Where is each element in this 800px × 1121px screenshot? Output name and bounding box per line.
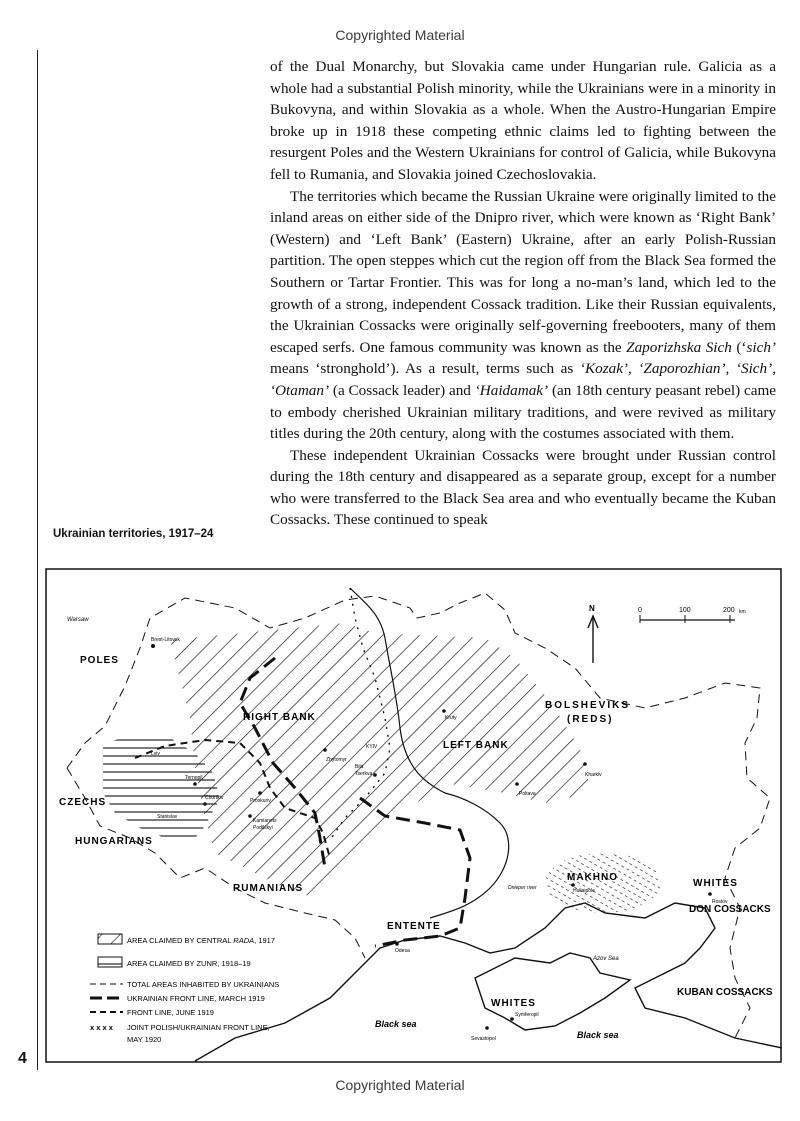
city-chortkiv: Chortkiv [205, 795, 224, 801]
ukraine-map [45, 568, 782, 1063]
city-dot-kruty [442, 709, 446, 713]
city-lviv: Lviv [151, 751, 160, 757]
city-dot-zhytomyr [323, 748, 327, 752]
city-rostov: Rostov [712, 899, 728, 905]
city-dot-brest [151, 644, 155, 648]
city-symferopil: Symferopil [515, 1012, 539, 1018]
city-warsaw: Warsaw [67, 617, 89, 623]
city-ternopil: Ternopil [185, 775, 203, 781]
city-kamianets: Kamianets [253, 818, 277, 824]
page-number: 4 [18, 1050, 27, 1067]
city-huliaipole: Huliaipole [573, 888, 595, 894]
legend-front-march-label: UKRAINIAN FRONT LINE, MARCH 1919 [127, 994, 265, 1003]
label-whites-east: WHITES [693, 878, 738, 889]
legend-swatch-joint: x x x x [90, 1023, 113, 1032]
city-zhytomyr: Zhytomyr [326, 757, 347, 763]
legend-joint-label-1: JOINT POLISH/UKRAINIAN FRONT LINE, [127, 1023, 270, 1032]
city-kruty: Kruty [445, 715, 457, 721]
label-entente: ENTENTE [387, 921, 441, 932]
city-dot-symferopil [510, 1017, 514, 1021]
label-black-sea-west: Black sea [375, 1019, 417, 1029]
city-tserkva: Tserkva [355, 771, 373, 777]
city-dot-odesa [395, 942, 399, 946]
label-whites-crimea: WHITES [491, 998, 536, 1009]
legend-rada-text [127, 936, 275, 945]
label-kuban-cossacks: KUBAN COSSACKS [677, 987, 773, 998]
label-makhno: MAKHNO [567, 872, 618, 883]
legend-zunr-label: AREA CLAIMED BY ZUNR, 1918–19 [127, 959, 251, 968]
label-hungarians: HUNGARIANS [75, 836, 153, 847]
legend-swatch-rada [98, 934, 122, 944]
p2-text-b: (‘ [731, 338, 747, 356]
scale-label-0: 0 [638, 607, 642, 614]
city-dot-kamianets [248, 814, 252, 818]
city-dot-poltava [515, 782, 519, 786]
legend-rada-em: RADA [233, 936, 255, 945]
scale-label-200: 200 [723, 607, 735, 614]
city-dot-kharkiv [583, 762, 587, 766]
haidamak-term: ‘Haidamak’ [474, 381, 549, 399]
city-kyiv: KYIV [366, 744, 378, 750]
sich-name: Zaporizhska Sich [626, 338, 732, 356]
margin-rule [37, 50, 38, 1070]
legend-swatch-zunr [98, 957, 122, 967]
scale-unit: km [739, 609, 746, 615]
north-label: N [589, 604, 595, 613]
p2-text-a: The territories which became the Russian Ukraine were originally limited to the inland areas on either side of the Dnipro river, which were known as ‘Right Bank’ (Western) and ‘Left Bank’ (Eastern) Ukraine, after an early Polish-Russian partition. The open steppes which cut the region off from the Black Sea formed the Southern or Tartar Frontier. This was for long a no-man’s land, which led to the growth of a strong, independent Cossack tradition. Like their Russian equivalents, the Ukrainian Cossacks were originally self-governing freebooters, many of them escaped serfs. One famous community was known as the [270, 187, 776, 356]
label-right-bank: RIGHT BANK [243, 712, 316, 723]
city-dot-proskuriv [258, 791, 262, 795]
p2-text-c: means ‘stronghold’). As a result, terms such as [270, 360, 580, 378]
p2-text-d: (a Cossack leader) and [329, 381, 475, 399]
city-dot-huliaipole [571, 883, 575, 887]
city-stanislav: Stanislav [157, 814, 178, 820]
city-poltava: Poltava [519, 791, 536, 797]
label-reds: (REDS) [567, 714, 614, 725]
p2-text-e: (an 18th century peasant rebel) came to embody cherished Ukrainian military traditions, and were revived as military titles during the 20th century, along with the costumes associated with them. [270, 381, 777, 443]
city-odesa: Odesa [395, 948, 410, 954]
sich-word: sich’ [746, 338, 776, 356]
label-rumanians: RUMANIANS [233, 883, 304, 894]
legend-joint-label-2: MAY 1920 [127, 1035, 162, 1044]
paragraph-1: of the Dual Monarchy, but Slovakia came under Hungarian rule. Galicia as a whole had a substantial Polish minority, while the Ukrainians were in a minority in Bukovyna, and within Slovakia as a whole. When the Austro-Hungarian Empire broke up in 1918 these competing ethnic claims led to fighting between the resurgent Poles and the Western Ukrainians for control of Galicia, while Bukovyna fell to Rumania, and Slovakia joined Czechoslovakia. [270, 58, 776, 183]
label-czechs: CZECHS [59, 797, 107, 808]
city-brest: Brest-Litovsk [151, 637, 180, 643]
label-don-cossacks: DON COSSACKS [689, 904, 771, 915]
label-bolsheviks: BOLSHEVIKS [545, 700, 631, 711]
city-podilskyi: Podilskyi [253, 825, 273, 831]
body-text [270, 56, 776, 531]
legend-front-june-label: FRONT LINE, JUNE 1919 [127, 1008, 214, 1017]
label-poles: POLES [80, 655, 119, 666]
cossack-terms: ‘Kozak’, ‘Zaporozhian’, ‘Sich’, ‘Otaman’ [270, 360, 776, 399]
legend-rada-label: AREA CLAIMED BY CENTRAL [127, 936, 232, 945]
label-black-sea-east: Black sea [577, 1030, 619, 1040]
paragraph-3: These independent Ukrainian Cossacks were brought under Russian control during the 18th century and disappeared as a separate group, except for a number who were transferred to the Black Sea area and who eventually became the Kuban Cossacks. These continued to speak [270, 446, 776, 529]
city-dot-chortkiv [203, 802, 207, 806]
city-proskuriv: Proskuriv [250, 798, 271, 804]
city-dot-rostov [708, 892, 712, 896]
paragraph-2 [270, 186, 776, 445]
makhno-area [545, 853, 661, 913]
city-dot-ternopil [193, 782, 197, 786]
city-bila: Bila [355, 764, 364, 770]
city-kharkiv: Kharkiv [585, 772, 602, 778]
figure-caption: Ukrainian territories, 1917–24 [53, 528, 214, 540]
label-dnieper-river: Dnieper river [508, 885, 537, 891]
city-dot-sevastopol [485, 1026, 489, 1030]
legend-total-label: TOTAL AREAS INHABITED BY UKRAINIANS [127, 980, 280, 989]
copyright-watermark-bottom: Copyrighted Material [335, 1077, 465, 1093]
copyright-watermark-top: Copyrighted Material [335, 27, 465, 43]
label-left-bank: LEFT BANK [443, 740, 509, 751]
legend-rada-year: , 1917 [254, 936, 275, 945]
label-azov-sea: Azov Sea [593, 956, 619, 962]
scale-label-100: 100 [679, 607, 691, 614]
city-dot-bila [373, 773, 377, 777]
city-sevastopol: Sevastopol [471, 1036, 496, 1042]
